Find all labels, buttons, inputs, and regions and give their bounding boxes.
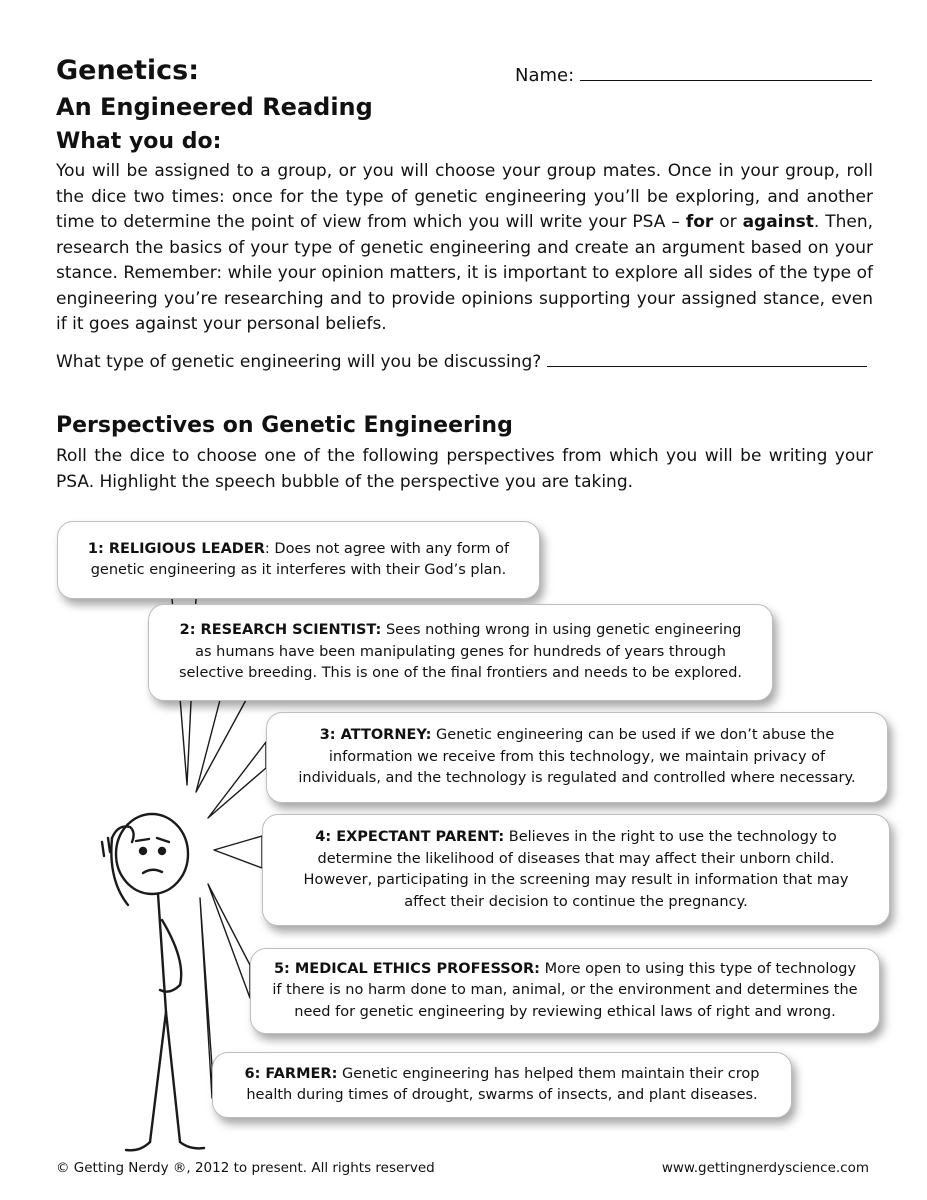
perspective-bubble-6[interactable] xyxy=(212,1052,792,1118)
perspective-bubble-4-text xyxy=(281,827,871,913)
page-title: Genetics: xyxy=(56,55,200,86)
perspective-bubble-1[interactable] xyxy=(57,521,540,599)
footer-website: www.gettingnerdyscience.com xyxy=(661,1160,869,1176)
perspective-4-description: Believes in the right to use the technology to determine the likelihood of diseases that may affect their unborn child. However, participating in the screening may result in information that may affect their decision to continue the pregnancy. xyxy=(303,829,849,910)
against-word: against xyxy=(742,212,814,232)
for-word: for xyxy=(685,212,714,232)
perspective-2-label: 2: RESEARCH SCIENTIST: xyxy=(179,622,382,639)
perspective-bubble-1-text xyxy=(72,539,525,582)
instructions-part-1: You will be assigned to a group, or you will choose your group mates. Once in your group, roll the dice two times: once for the type of genetic engineering you’ll be exploring, and another time to determine the point of view from which you will write your PSA – xyxy=(56,161,873,232)
perspective-bubble-5[interactable] xyxy=(250,948,880,1034)
perspective-bubble-4[interactable] xyxy=(262,814,890,926)
perspective-1-separator: : xyxy=(264,540,275,557)
perspective-bubble-3[interactable] xyxy=(266,712,888,803)
perspective-1-description: Does not agree with any form of genetic engineering as it interferes with their God’s plan. xyxy=(90,540,510,578)
perspective-6-description: Genetic engineering has helped them maintain their crop health during times of drought, swarms of insects, and plant diseases. xyxy=(246,1065,760,1103)
perspective-bubble-2[interactable] xyxy=(148,604,773,701)
perspective-3-label: 3: ATTORNEY: xyxy=(319,727,432,744)
perspective-5-description: More open to using this type of technology if there is no harm done to man, animal, or the environment and determines the need for genetic engineering by reviewing ethical laws of right and wrong. xyxy=(272,960,858,1020)
or-word: or xyxy=(713,212,743,232)
perspective-bubble-5-text xyxy=(269,959,861,1024)
footer-copyright: © Getting Nerdy ®, 2012 to present. All rights reserved xyxy=(56,1160,435,1176)
perspective-1-label: 1: RELIGIOUS LEADER xyxy=(87,540,265,557)
question-text: What type of genetic engineering will you be discussing? xyxy=(56,352,542,372)
instructions-part-2: . Then, research the basics of your type of genetic engineering and create an argument based on your stance. Remember: while your opinion matters, it is important to explore all sides of the type of engineering you’re researching and to provide opinions supporting your assigned stance, even if it goes against your personal beliefs. xyxy=(56,212,874,334)
perspectives-heading: Perspectives on Genetic Engineering xyxy=(56,413,513,438)
perspective-3-description: Genetic engineering can be used if we don’t abuse the information we receive from this technology, we maintain privacy of individuals, and the technology is regulated and controlled where necessary. xyxy=(298,727,856,787)
perspective-2-description: Sees nothing wrong in using genetic engineering as humans have been manipulating genes for hundreds of years through selective breeding. This is one of the final frontiers and needs to be explored. xyxy=(178,622,743,682)
perspective-6-label: 6: FARMER: xyxy=(244,1065,338,1082)
name-label: Name: xyxy=(515,65,575,86)
perspective-5-label: 5: MEDICAL ETHICS PROFESSOR: xyxy=(273,960,540,977)
page-subtitle: An Engineered Reading xyxy=(56,93,373,121)
stick-figure xyxy=(102,814,204,1150)
perspective-bubble-3-text xyxy=(293,725,861,790)
perspective-bubble-2-text xyxy=(175,620,746,685)
perspective-bubble-6-text xyxy=(235,1064,769,1107)
perspectives-intro: Roll the dice to choose one of the following perspectives from which you will be writing your PSA. Highlight the speech bubble of the perspective you are taking. xyxy=(56,446,873,492)
what-you-do-heading: What you do: xyxy=(56,129,222,154)
perspective-4-label: 4: EXPECTANT PARENT: xyxy=(315,829,505,845)
